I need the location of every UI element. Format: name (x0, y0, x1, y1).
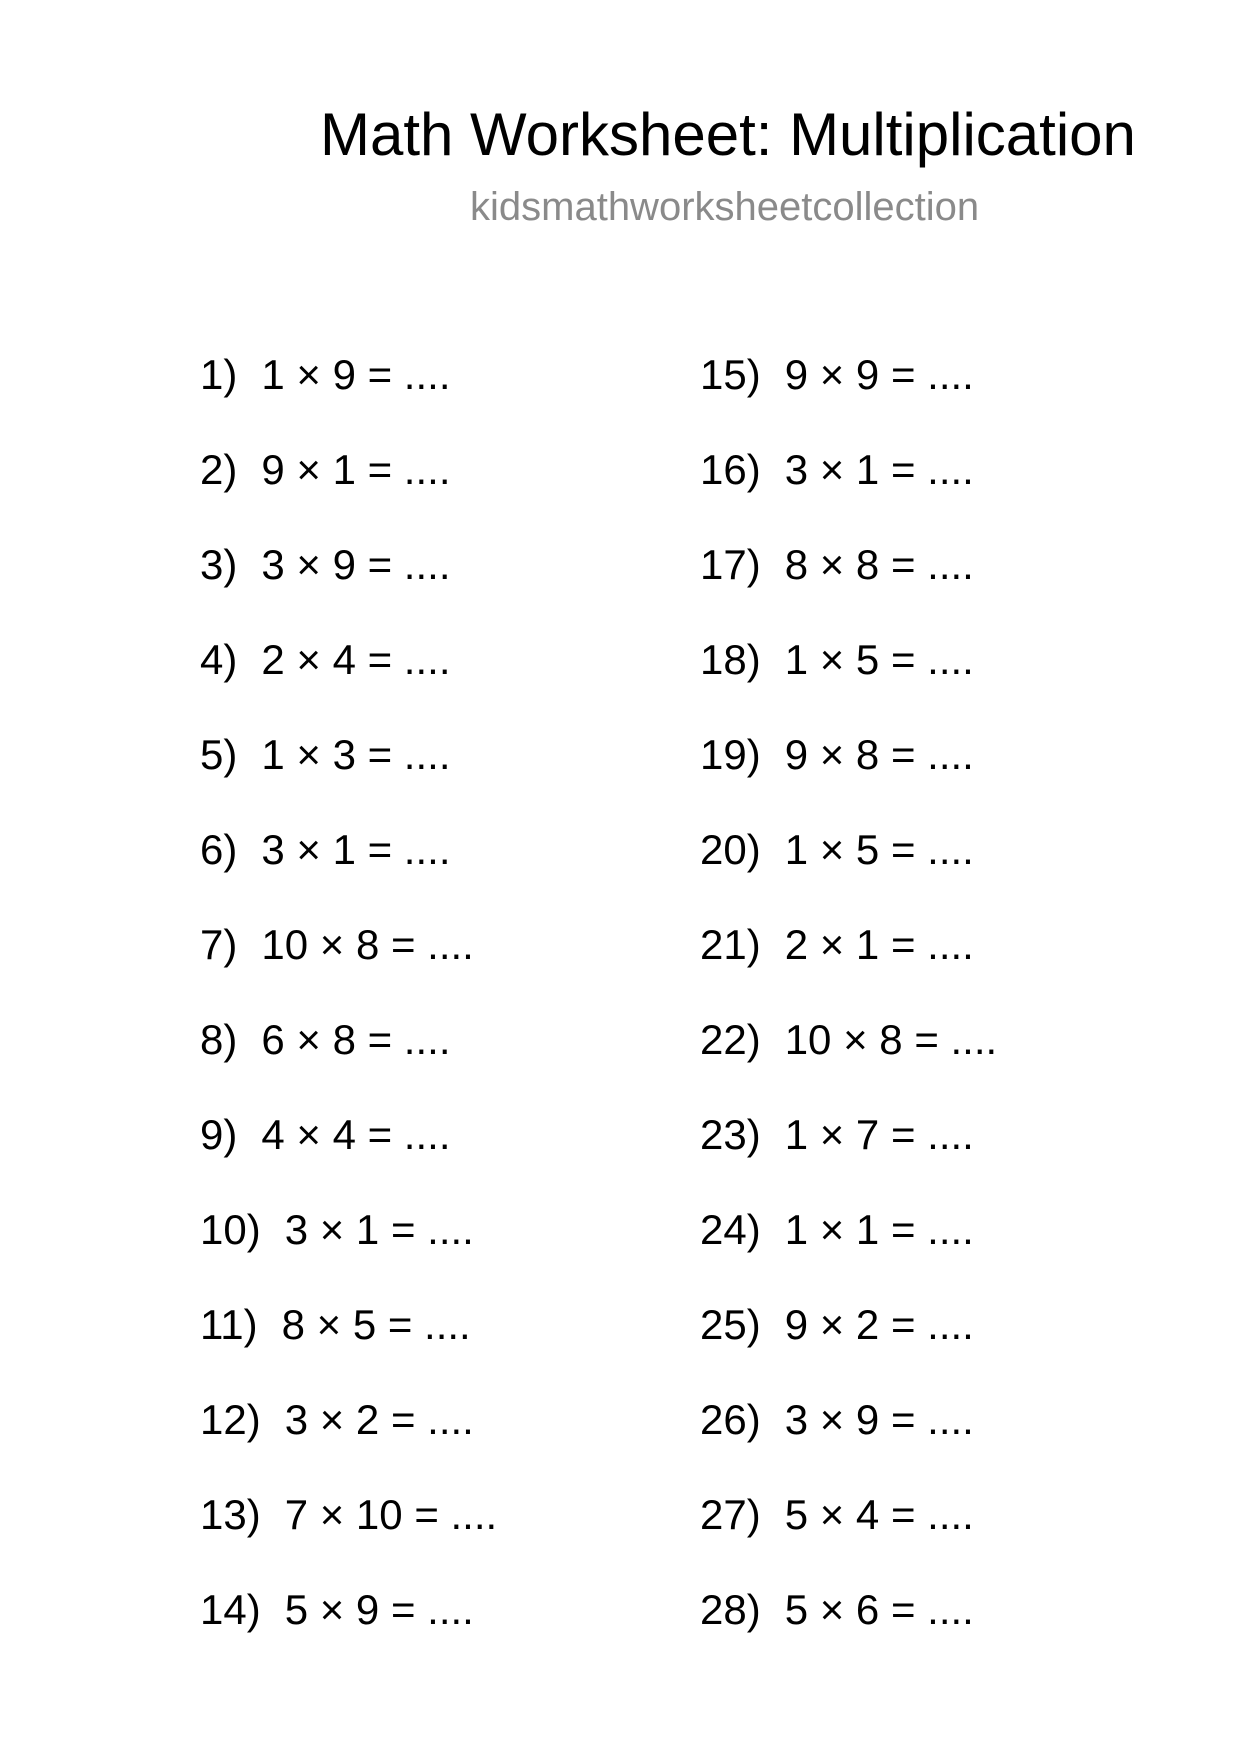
problem-item (200, 725, 497, 820)
problem-number: 1) (200, 351, 238, 398)
problem-expression: 1 × 7 = .... (784, 1111, 974, 1158)
problem-expression: 9 × 1 = .... (261, 446, 451, 493)
problem-item (700, 1200, 997, 1295)
problem-number: 17) (700, 541, 761, 588)
problem-number: 27) (700, 1491, 761, 1538)
problem-expression: 8 × 8 = .... (784, 541, 974, 588)
problem-item (700, 1295, 997, 1390)
problem-expression: 3 × 1 = .... (784, 446, 974, 493)
problem-expression: 5 × 6 = .... (784, 1586, 974, 1633)
problem-item (700, 630, 997, 725)
problem-number: 7) (200, 921, 238, 968)
problem-item (700, 1010, 997, 1105)
problem-number: 25) (700, 1301, 761, 1348)
problem-number: 13) (200, 1491, 261, 1538)
problem-item (700, 440, 997, 535)
page-subtitle: kidsmathworksheetcollection (470, 185, 980, 229)
page-title: Math Worksheet: Multiplication (320, 101, 1136, 168)
problem-expression: 3 × 9 = .... (261, 541, 451, 588)
problem-expression: 2 × 1 = .... (784, 921, 974, 968)
problem-item (700, 725, 997, 820)
problem-expression: 7 × 10 = .... (284, 1491, 498, 1538)
problem-item (700, 1105, 997, 1200)
problem-item (200, 1295, 497, 1390)
problem-number: 12) (200, 1396, 261, 1443)
problem-expression: 3 × 1 = .... (261, 826, 451, 873)
problem-expression: 1 × 5 = .... (784, 826, 974, 873)
problem-item (700, 820, 997, 915)
problem-item (700, 1580, 997, 1675)
problem-expression: 9 × 8 = .... (784, 731, 974, 778)
problem-number: 14) (200, 1586, 261, 1633)
problem-item (200, 820, 497, 915)
problem-number: 2) (200, 446, 238, 493)
problem-number: 19) (700, 731, 761, 778)
problem-number: 20) (700, 826, 761, 873)
problem-expression: 1 × 5 = .... (784, 636, 974, 683)
problem-number: 3) (200, 541, 238, 588)
problem-item (200, 630, 497, 725)
problem-expression: 8 × 5 = .... (281, 1301, 471, 1348)
problem-item (700, 915, 997, 1010)
problem-item (700, 535, 997, 630)
problem-expression: 9 × 2 = .... (784, 1301, 974, 1348)
problem-expression: 3 × 9 = .... (784, 1396, 974, 1443)
problem-expression: 5 × 4 = .... (784, 1491, 974, 1538)
problem-number: 9) (200, 1111, 238, 1158)
problem-item (200, 1580, 497, 1675)
problem-expression: 10 × 8 = .... (261, 921, 474, 968)
problem-expression: 6 × 8 = .... (261, 1016, 451, 1063)
problem-expression: 10 × 8 = .... (784, 1016, 998, 1063)
problem-number: 6) (200, 826, 238, 873)
problem-expression: 9 × 9 = .... (784, 351, 974, 398)
problem-expression: 5 × 9 = .... (284, 1586, 474, 1633)
problem-number: 10) (200, 1206, 261, 1253)
problem-number: 21) (700, 921, 761, 968)
problem-number: 11) (200, 1301, 258, 1348)
problem-number: 16) (700, 446, 761, 493)
problem-column-right (700, 345, 997, 1675)
problem-number: 24) (700, 1206, 761, 1253)
problem-number: 8) (200, 1016, 238, 1063)
problem-item (200, 1010, 497, 1105)
problem-number: 26) (700, 1396, 761, 1443)
problem-number: 4) (200, 636, 238, 683)
problem-item (200, 535, 497, 630)
problem-number: 15) (700, 351, 761, 398)
problem-item (200, 345, 497, 440)
problem-expression: 1 × 1 = .... (784, 1206, 974, 1253)
problem-expression: 3 × 1 = .... (284, 1206, 474, 1253)
problem-number: 23) (700, 1111, 761, 1158)
problem-expression: 1 × 3 = .... (261, 731, 451, 778)
problem-item (200, 440, 497, 535)
problem-number: 28) (700, 1586, 761, 1633)
problem-expression: 4 × 4 = .... (261, 1111, 451, 1158)
problem-item (200, 915, 497, 1010)
problem-item (700, 345, 997, 440)
problem-number: 18) (700, 636, 761, 683)
problem-number: 22) (700, 1016, 761, 1063)
problem-item (200, 1200, 497, 1295)
problem-expression: 1 × 9 = .... (261, 351, 451, 398)
problem-item (700, 1485, 997, 1580)
problem-number: 5) (200, 731, 238, 778)
problem-expression: 2 × 4 = .... (261, 636, 451, 683)
problem-column-left (200, 345, 497, 1675)
problem-item (700, 1390, 997, 1485)
problem-expression: 3 × 2 = .... (284, 1396, 474, 1443)
problem-item (200, 1485, 497, 1580)
problem-item (200, 1105, 497, 1200)
problem-item (200, 1390, 497, 1485)
